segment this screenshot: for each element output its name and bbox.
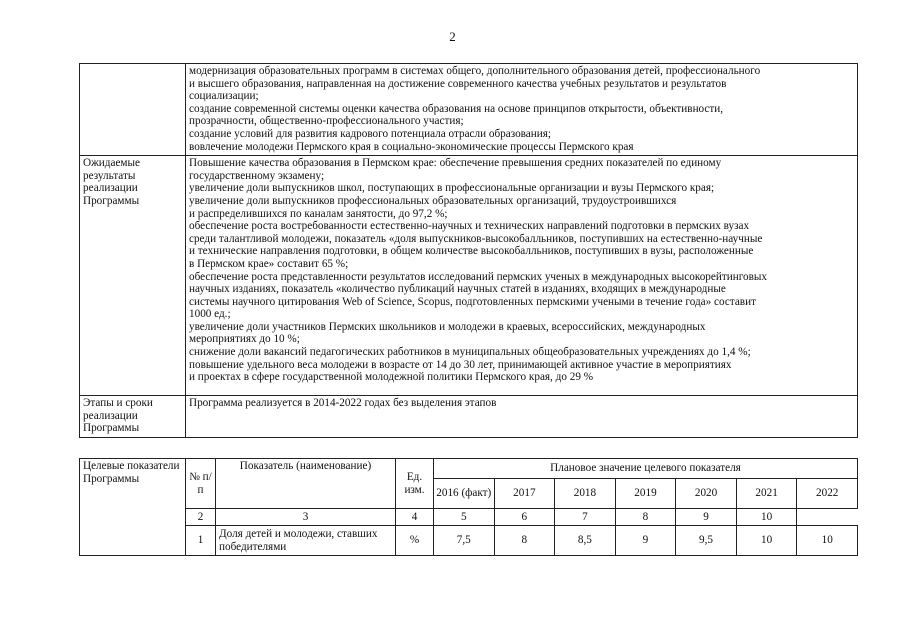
text-line: государственному экзамену; [189,169,325,182]
year-cell: 2016 (факт) [434,479,495,509]
row-num: 1 [186,526,216,556]
text-line: 1000 ед.; [189,308,231,321]
column-number: 8 [615,509,676,526]
plan-header: Плановое значение целевого показателя [434,459,858,479]
column-number: 9 [676,509,737,526]
row-label: Этапы и сроки реализации Программы [80,396,186,438]
text-line: мероприятиях до 10 %; [189,333,300,346]
text-line: и проектах в сфере государственной молодежной политики Пермского края, до 29 % [189,371,594,384]
indicator-unit: % [396,526,434,556]
year-cell: 2022 [797,479,858,509]
text-line: обеспечение роста востребованности естественно-научных и технических направлений подготовки в пермских вузах [189,220,750,233]
text-line: снижение доли вакансий педагогических работников в муниципальных общеобразовательных учреждениях до 1,4 %; [189,346,751,359]
text-line: увеличение доли участников Пермских школьников и молодежи в краевых, всероссийских, международных [189,320,706,333]
text-line: среди талантливой молодежи, показатель «доля выпускников-высокобалльников, поступивших на естественно-научные [189,232,763,245]
text-line: повышение удельного веса молодежи в возрасте от 14 до 30 лет, принимающей активное участие в мероприятиях [189,358,732,371]
column-number: 4 [396,509,434,526]
year-cell: 2018 [555,479,616,509]
text-line: в Пермском крае» составит 65 %; [189,257,349,270]
text-line: Программа реализуется в 2014-2022 годах без выделения этапов [189,397,497,410]
text-line: прозрачности, общественно-профессионального участия; [189,115,464,128]
year-cell: 2020 [676,479,737,509]
row-content [186,64,858,156]
value-cell: 9 [615,526,676,556]
section-label: Целевые показатели Программы [80,459,186,556]
text-line: и высшего образования, направленная на достижение современного качества учебных результатов и результатов [189,77,727,90]
year-cell: 2021 [736,479,797,509]
value-cell: 10 [736,526,797,556]
text-line: увеличение доли выпускников профессиональных образовательных организаций, трудоустроившихся [189,194,677,207]
col-header-unit: Ед. изм. [396,459,434,509]
column-number: 2 [186,509,216,526]
header-row [80,459,858,479]
row-content [186,156,858,396]
table-row [80,526,858,556]
text-line: создание современной системы оценки качества образования на основе принципов открытости, объективности, [189,102,724,115]
value-cell: 8,5 [555,526,616,556]
row-label [80,64,186,156]
table-row [80,64,858,156]
value-cell: 10 [797,526,858,556]
text-line: создание условий для развития кадрового потенциала отрасли образования; [189,127,551,140]
text-line: и технические направления подготовки, в общем количестве высокобалльников, поступивших в вузы, расположенные [189,245,754,258]
column-number: 7 [555,509,616,526]
table-row [80,156,858,396]
column-numbers-row [80,509,858,526]
row-content [186,396,858,438]
text-line: научных изданиях, показатель «количество публикаций научных статей в изданиях, входящих в международные [189,283,726,296]
text-line: увеличение доли выпускников школ, поступающих в профессиональные организации и вузы Пермского края; [189,182,715,195]
text-line: вовлечение молодежи Пермского края в социально-экономические процессы Пермского края [189,140,634,153]
column-number: 10 [736,509,797,526]
year-cell: 2019 [615,479,676,509]
value-cell: 9,5 [676,526,737,556]
text-line: системы научного цитирования Web of Science, Scopus, подготовленных пермскими учеными в течение года» составит [189,295,756,308]
text-line: социализации; [189,90,259,103]
target-indicators-table [79,458,858,556]
text-line: Повышение качества образования в Пермском крае: обеспечение превышения средних показателей по единому [189,157,722,170]
col-header-num: № п/п [186,459,216,509]
column-number: 6 [494,509,555,526]
column-number: 5 [434,509,495,526]
column-number: 3 [216,509,396,526]
program-passport-table [79,63,858,438]
text-line: модернизация образовательных программ в системах общего, дополнительного образования детей, профессионального [189,65,761,77]
text-line: и распределившихся по каналам занятости, до 97,2 %; [189,207,448,220]
value-cell: 8 [494,526,555,556]
row-label: Ожидаемые результаты реализации Программы [80,156,186,396]
year-cell: 2017 [494,479,555,509]
page-number: 2 [449,29,456,44]
value-cell: 7,5 [434,526,495,556]
indicator-name: Доля детей и молодежи, ставших победителями [216,526,396,556]
text-line: обеспечение роста представленности результатов исследований пермских ученых в международных высокорейтинговых [189,270,767,283]
col-header-name: Показатель (наименование) [216,459,396,509]
table-row [80,396,858,438]
